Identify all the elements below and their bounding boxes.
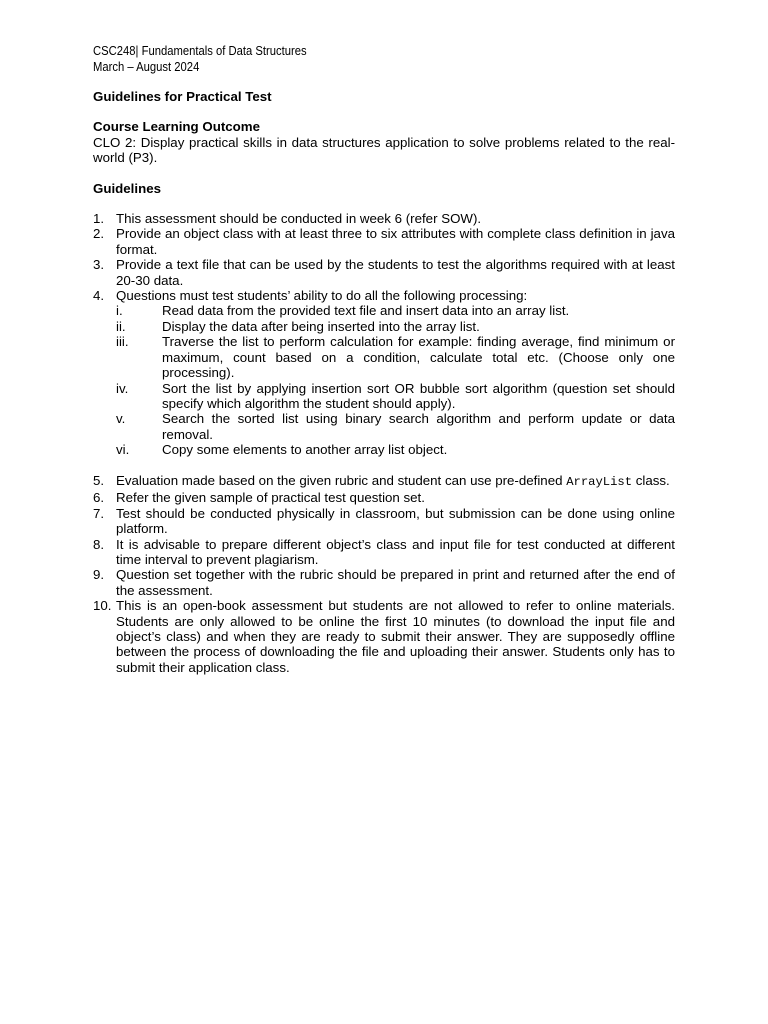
subitem-text: Search the sorted list using binary search algorithm and perform update or data removal. [162, 411, 675, 442]
subitem-number: iv. [116, 380, 129, 396]
guideline-number: 2. [93, 226, 105, 242]
guideline-item [93, 567, 675, 598]
guideline-number: 1. [93, 211, 105, 227]
subitem-number: vi. [116, 442, 130, 458]
subitem-text: Display the data after being inserted into the array list. [162, 318, 480, 334]
clo-text: CLO 2: Display practical skills in data structures application to solve problems related to the real-world (P3). [93, 134, 675, 166]
guideline-text: Question set together with the rubric should be prepared in print and returned after the end of the assessment. [116, 567, 675, 598]
guideline-item [93, 226, 675, 257]
course-code-header: CSC248| Fundamentals of Data Structures [93, 44, 307, 58]
guideline-number: 7. [93, 505, 105, 521]
document-title: Guidelines for Practical Test [93, 89, 272, 104]
guideline-number: 3. [93, 257, 105, 273]
arraylist-code: ArrayList [566, 474, 633, 489]
guideline-item [93, 537, 675, 568]
guideline-number: 5. [93, 472, 105, 488]
guideline-number: 9. [93, 567, 105, 583]
subitem-text: Read data from the provided text file and insert data into an array list. [162, 303, 570, 319]
guideline-text: Refer the given sample of practical test question set. [116, 490, 425, 506]
subitem-text: Traverse the list to perform calculation for example: finding average, find minimum or maximum, count based on a condition, calculate total etc. (Choose only one processing). [162, 334, 675, 381]
guideline-number: 10. [93, 598, 112, 614]
processing-subitem [116, 411, 675, 442]
subitem-number: ii. [116, 318, 126, 334]
processing-subitem [116, 442, 675, 457]
guideline-number: 4. [93, 288, 105, 304]
guideline-item [93, 473, 675, 490]
guideline-text: This assessment should be conducted in week 6 (refer SOW). [116, 211, 482, 227]
guideline-item [93, 257, 675, 288]
processing-subitem [116, 319, 675, 334]
clo-heading: Course Learning Outcome [93, 119, 260, 135]
guidelines-heading: Guidelines [93, 180, 161, 196]
subitem-number: v. [116, 411, 126, 427]
guideline-text-after: class. [632, 472, 670, 488]
guidelines-list [93, 211, 675, 675]
semester-header: March – August 2024 [93, 59, 200, 74]
processing-subitem [116, 334, 675, 380]
guideline-item [93, 211, 675, 226]
subitem-number: i. [116, 303, 123, 319]
subitem-text: Copy some elements to another array list object. [162, 442, 448, 458]
guideline-text: Provide an object class with at least three to six attributes with complete class definition in java format. [116, 226, 675, 257]
guideline-item [93, 506, 675, 537]
processing-sublist [116, 303, 675, 457]
guideline-number: 8. [93, 536, 105, 552]
list-spacer [116, 458, 675, 473]
processing-subitem [116, 303, 675, 318]
guideline-text: This is an open-book assessment but students are not allowed to refer to online materials. Students are only allowed to be online the first 10 minutes (to download the input file and object’s class) and when they are ready to submit their answer. They are supposedly offline between the process of downloading the file and uploading their answer. Students only has to submit their application class. [116, 598, 675, 675]
guideline-text: Test should be conducted physically in classroom, but submission can be done using online platform. [116, 505, 675, 537]
subitem-text: Sort the list by applying insertion sort OR bubble sort algorithm (question set should specify which algorithm the student should apply). [162, 380, 675, 411]
guideline-item [93, 598, 675, 675]
processing-subitem [116, 381, 675, 412]
guideline-text: It is advisable to prepare different object’s class and input file for test conducted at different time interval to prevent plagiarism. [116, 536, 675, 567]
guideline-text: Questions must test students’ ability to do all the following processing: [116, 288, 528, 304]
guideline-number: 6. [93, 490, 105, 506]
guideline-item [93, 288, 675, 473]
guideline-text: Provide a text file that can be used by the students to test the algorithms required with at least 20-30 data. [116, 257, 675, 288]
document-content [93, 44, 675, 675]
subitem-number: iii. [116, 334, 129, 350]
guideline-text-before: Evaluation made based on the given rubric and student can use pre-defined [116, 472, 567, 488]
guideline-item [93, 490, 675, 505]
